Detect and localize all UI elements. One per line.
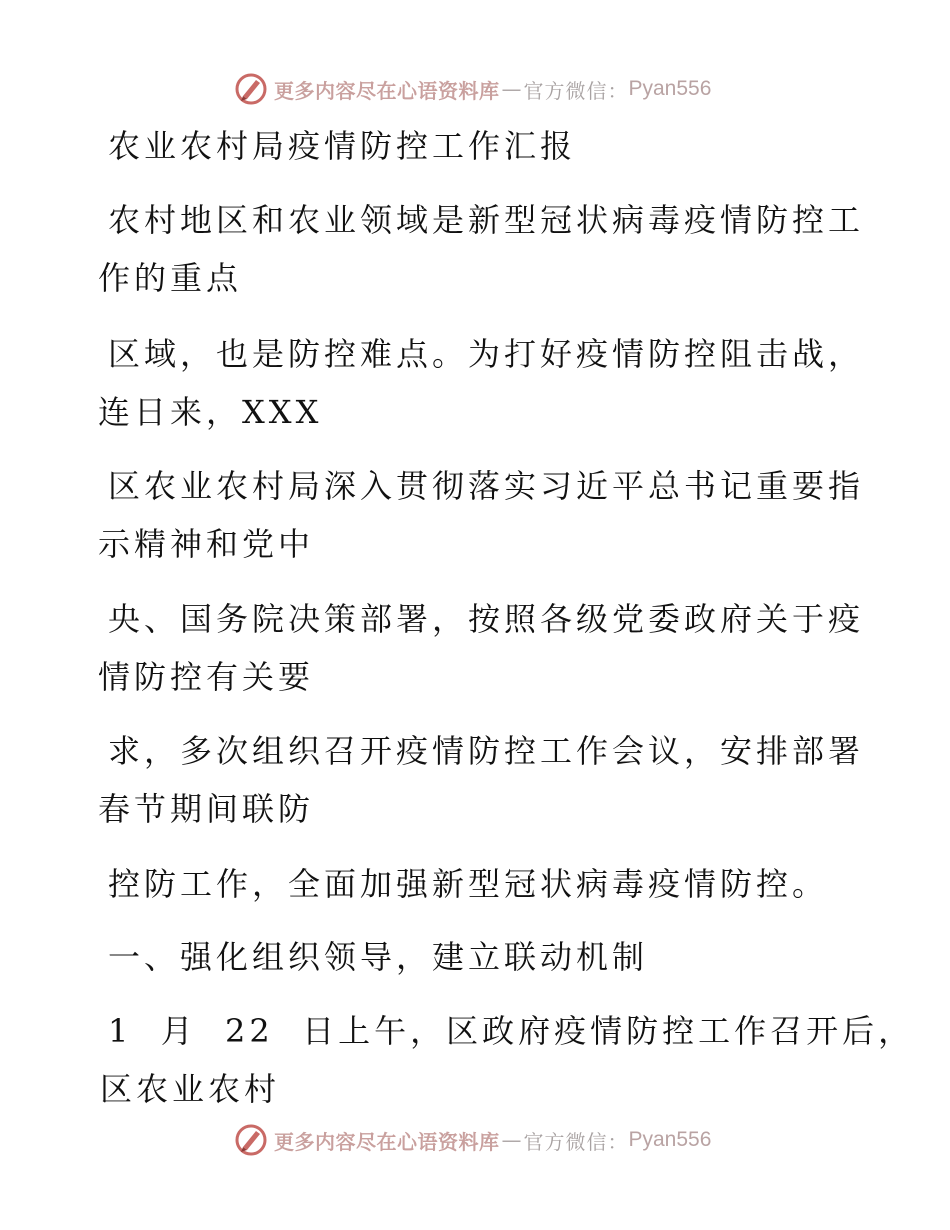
section-heading: 一、强化组织领导，建立联动机制 (108, 938, 649, 976)
footer-wechat-label: 官方微信： (523, 1129, 629, 1154)
paragraph-line: 求，多次组织召开疫情防控工作会议，安排部署 (108, 732, 865, 770)
paragraph-line: 春节期间联防 (98, 790, 315, 828)
paragraph-line: 央、国务院决策部署，按照各级党委政府关于疫 (108, 600, 865, 638)
brush-logo-icon (234, 1123, 268, 1157)
footer-banner (234, 1123, 711, 1157)
footer-wechat-id: Pyan556 (628, 1128, 712, 1151)
paragraph-line: 区农业农村局深入贯彻落实习近平总书记重要指 (108, 467, 865, 505)
paragraph-line: 区农业农村 (100, 1070, 281, 1108)
header-separator: — (501, 77, 522, 101)
document-title: 农业农村局疫情防控工作汇报 (108, 127, 577, 165)
header-promo-text: 更多内容尽在心语资料库 (274, 78, 500, 103)
footer-separator: — (501, 1128, 522, 1152)
paragraph-line: 示精神和党中 (98, 525, 315, 563)
paragraph-line: 作的重点 (98, 259, 243, 297)
header-wechat-label: 官方微信： (523, 78, 629, 103)
header-wechat-id: Pyan556 (628, 77, 712, 100)
header-banner (234, 72, 711, 106)
footer-promo-text: 更多内容尽在心语资料库 (274, 1129, 500, 1154)
paragraph-line: 连日来，XXX (98, 393, 323, 431)
paragraph-line: 情防控有关要 (98, 658, 315, 696)
paragraph-line: 控防工作，全面加强新型冠状病毒疫情防控。 (108, 865, 829, 903)
paragraph-line: 1 月 22 日上午，区政府疫情防控工作召开后， (108, 1012, 915, 1050)
brush-logo-icon (234, 72, 268, 106)
paragraph-line: 农村地区和农业领域是新型冠状病毒疫情防控工 (108, 201, 865, 239)
paragraph-line: 区域，也是防控难点。为打好疫情防控阻击战， (108, 335, 865, 373)
